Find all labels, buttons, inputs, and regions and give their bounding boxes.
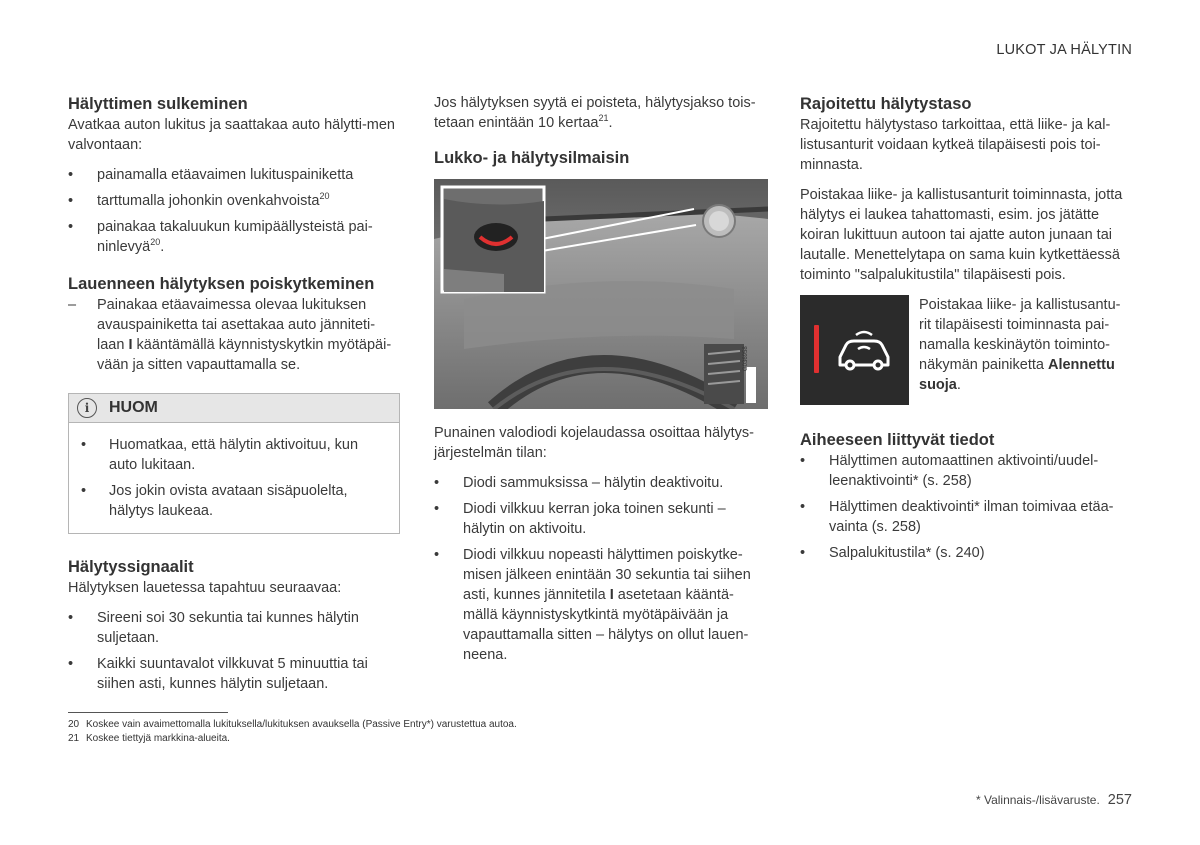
figure-code: G036958 <box>743 346 749 371</box>
heading-ilmaisin: Lukko- ja hälytysilmaisin <box>434 149 630 167</box>
list-item: • Huomatkaa, että hälytin aktivoituu, kun auto lukitaan. <box>81 437 359 473</box>
car-sensor-icon <box>834 327 894 373</box>
dash-icon: – <box>68 297 77 313</box>
list-item: • Jos jokin ovista avataan sisäpuolelta, hälytys laukeaa. <box>81 483 348 519</box>
bullet-icon: • <box>800 453 806 469</box>
heading-sulkeminen: Hälyttimen sulkeminen <box>68 95 248 113</box>
list-signaalit <box>68 608 400 694</box>
bullet-icon: • <box>68 656 74 672</box>
note-header <box>69 394 399 423</box>
heading-signaalit: Hälytyssignaalit <box>68 558 194 576</box>
info-icon: i <box>77 398 97 418</box>
footnote-ref: 20 <box>150 237 161 247</box>
note-box <box>68 393 400 534</box>
indicator-bar <box>814 325 819 373</box>
bullet-icon: • <box>68 167 74 183</box>
bullet-icon: • <box>68 219 74 235</box>
bullet-icon: • <box>81 483 87 499</box>
bullet-icon: • <box>434 501 440 517</box>
footnote: 20 Koskee vain avaimettomalla lukituksella/lukituksen avauksella (Passive Entry*) varustettua autoa. <box>68 719 517 730</box>
note-list <box>79 435 389 521</box>
bullet-icon: • <box>81 437 87 453</box>
page-number: 257 <box>1107 792 1132 808</box>
heading-rajoitettu: Rajoitettu hälytystaso <box>800 95 972 113</box>
list-item: • tarttumalla johonkin ovenkahvoista$^{20}$ <box>68 191 330 209</box>
bullet-icon: • <box>800 545 806 561</box>
list-ilmaisin <box>434 473 768 665</box>
bullet-icon: • <box>800 499 806 515</box>
para-icon: Poistakaa liike- ja kallistusantu-rit tilapäisesti toiminnasta pai-namalla keskinäytön toiminto-näkymän painiketta Alennettu suoja. <box>919 297 1121 393</box>
para-rajoitettu-1: Rajoitettu hälytystaso tarkoittaa, että liike- ja kal-listusanturit voidaan kytkeä tilapäisesti pois toi-minnasta. <box>800 117 1111 173</box>
list-item: • painakaa takaluukun kumipäällysteistä pai-ninlevyä$^{20}$. <box>68 219 373 255</box>
dashboard-image <box>434 179 768 409</box>
list-sulkeminen <box>68 165 400 257</box>
column-left <box>68 93 400 700</box>
note-title: HUOM <box>109 399 158 416</box>
para-ilmaisin: Punainen valodiodi kojelaudassa osoittaa hälytys-järjestelmän tilan: <box>434 425 755 461</box>
related-link[interactable]: • Salpalukitustila* (s. 240) <box>800 545 985 561</box>
para-signaalit: Hälytyksen lauetessa tapahtuu seuraavaa: <box>68 580 342 596</box>
list-item: – Painakaa etäavaimessa olevaa lukituksen avauspainiketta tai asettakaa auto jänniteti-laan I kääntämällä käynnistyskytkin myötäpäi-vään ja sitten vapauttamalla se. <box>68 297 392 373</box>
list-item: • painamalla etäavaimen lukituspainiketta <box>68 167 354 183</box>
list-aiheeseen <box>800 451 1132 563</box>
related-link[interactable]: • Hälyttimen automaattinen aktivointi/uudel-leenaktivointi* (s. 258) <box>800 453 1099 489</box>
list-item: • Kaikki suuntavalot vilkkuvat 5 minuuttia tai siihen asti, kunnes hälytin suljetaan. <box>68 656 368 692</box>
list-lauenneen <box>68 295 400 375</box>
reduced-guard-button-image <box>800 295 909 405</box>
footnote-divider <box>68 712 228 713</box>
list-item: • Diodi sammuksissa – hälytin deaktivoitu. <box>434 475 724 491</box>
bullet-icon: • <box>434 547 440 563</box>
running-head: LUKOT JA HÄLYTIN <box>996 42 1132 58</box>
dashboard-illustration <box>434 179 768 409</box>
related-link[interactable]: • Hälyttimen deaktivointi* ilman toimivaa etäa-vainta (s. 258) <box>800 499 1114 535</box>
list-item: • Diodi vilkkuu nopeasti hälyttimen poiskytke-misen jälkeen enintään 30 sekuntia tai siihen asti, kunnes jännitetila I asetetaan kääntä-mällä käynnistyskytkintä myötäpäivään ja vapauttamalla sitten – hälytys on ollut lauen-neena. <box>434 547 751 663</box>
bullet-icon: • <box>68 610 74 626</box>
optional-equipment-note: * Valinnais-/lisävaruste. <box>975 793 1100 807</box>
list-item: • Diodi vilkkuu kerran joka toinen sekunti – hälytin on aktivoitu. <box>434 501 726 537</box>
column-middle <box>434 93 768 671</box>
para-sulkeminen: Avatkaa auton lukitus ja saattakaa auto hälytti-men valvontaan: <box>68 117 395 153</box>
bullet-icon: • <box>68 193 74 209</box>
footnote: 21 Koskee tiettyjä markkina-alueita. <box>68 733 230 744</box>
page-footer <box>976 790 1132 810</box>
para-toisto: Jos hälytyksen syytä ei poisteta, hälytysjakso tois-tetaan enintään 10 kertaa$^{21}$. <box>434 95 756 131</box>
column-right <box>800 93 1132 569</box>
list-item: • Sireeni soi 30 sekuntia tai kunnes hälytin suljetaan. <box>68 610 359 646</box>
note-body <box>69 423 399 533</box>
para-rajoitettu-2: Poistakaa liike- ja kallistusanturit toiminnasta, jotta hälytys ei laukea tahattomasti, esim. jos jätätte koiran lukittuun autoon tai ajatte auton junaan tai lautalle. Menettelytapa on sama kuin kytkettäessä toiminto "salpalukitustila" tilapäisesti pois. <box>800 187 1123 283</box>
heading-aiheeseen: Aiheeseen liittyvät tiedot <box>800 431 995 449</box>
footnote-ref: 21 <box>598 113 609 123</box>
footnotes <box>68 718 517 746</box>
bullet-icon: • <box>434 475 440 491</box>
footnote-ref: 20 <box>319 191 330 201</box>
heading-lauenneen: Lauenneen hälytyksen poiskytkeminen <box>68 275 375 293</box>
